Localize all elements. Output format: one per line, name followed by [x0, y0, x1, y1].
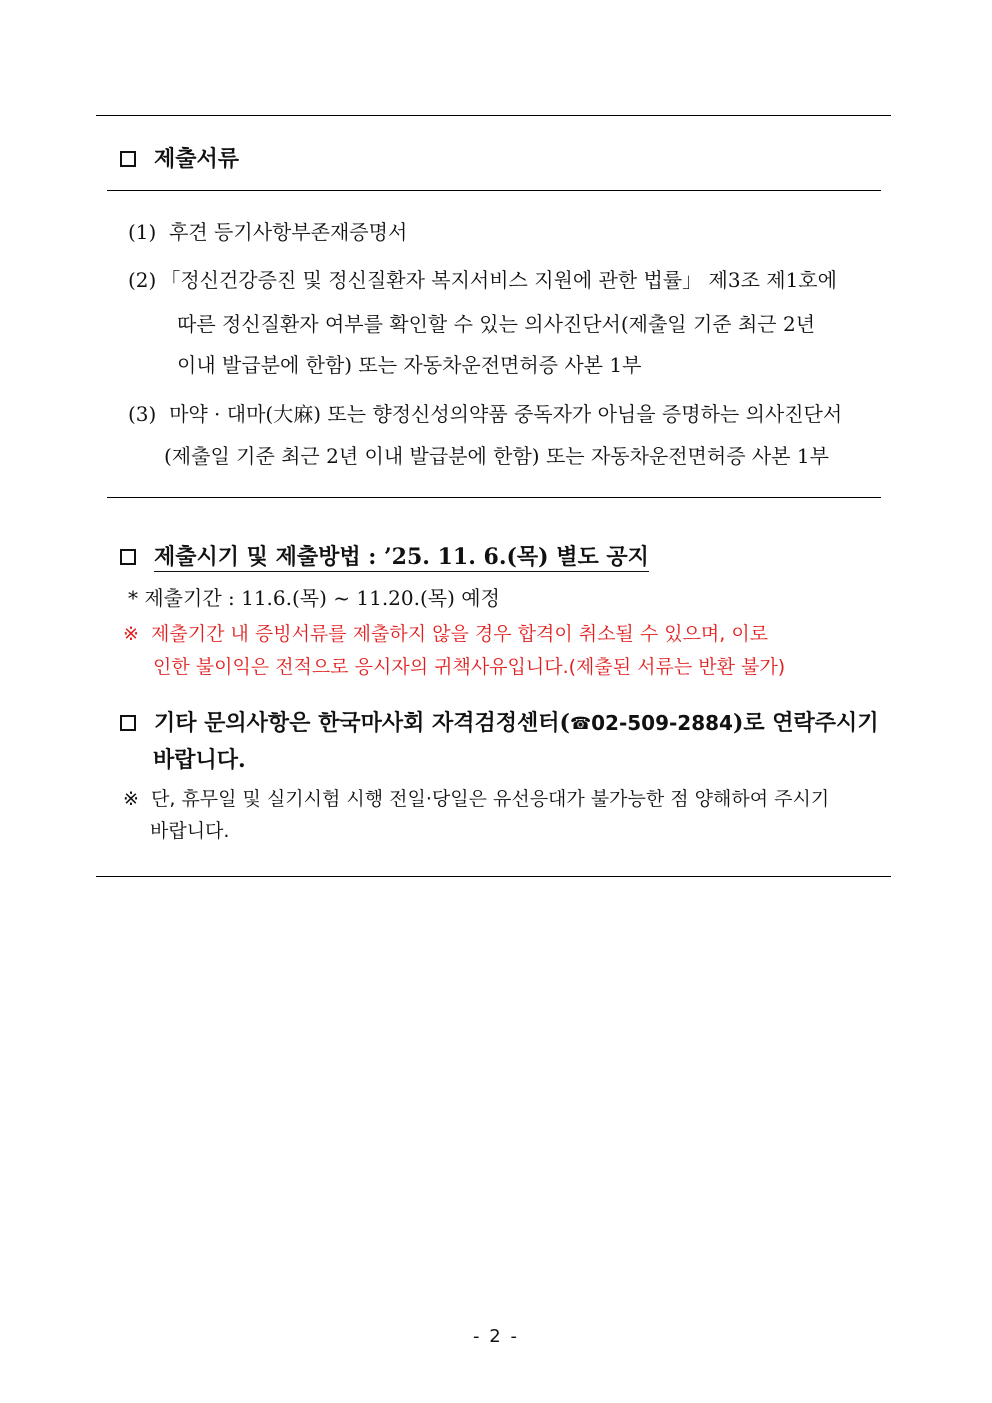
checkbox-square-icon	[120, 549, 136, 565]
list-item	[128, 222, 407, 242]
item-text: 후견 등기사항부존재증명서	[169, 220, 408, 244]
submission-period-note: * 제출기간 : 11.6.(목) ~ 11.20.(목) 예정	[128, 586, 500, 610]
section-heading-submission	[120, 546, 649, 568]
page-number: - 2 -	[473, 1326, 519, 1347]
inquiry-note-line: 바랍니다.	[150, 820, 230, 842]
warning-text-line: 인한 불이익은 전적으로 응시자의 귀책사유입니다.(제출된 서류는 반환 불가)	[153, 656, 786, 678]
item-number: (2)	[128, 268, 157, 292]
item-text-line: 「정신건강증진 및 정신질환자 복지서비스 지원에 관한 법률」 제3조 제1호에	[160, 268, 837, 292]
checkbox-square-icon	[120, 151, 136, 167]
top-divider	[96, 115, 891, 116]
bottom-divider	[96, 876, 891, 877]
section-heading-documents	[120, 148, 239, 170]
phone-number: 02-509-2884	[591, 711, 733, 735]
reference-mark: ※	[123, 788, 139, 810]
inquiry-note-line: 단, 휴무일 및 실기시험 시행 전일·당일은 유선응대가 불가능한 점 양해하여 주시기	[151, 788, 830, 810]
section-heading-documents-text: 제출서류	[154, 146, 240, 172]
checkbox-square-icon	[120, 715, 136, 731]
telephone-icon: ☎	[569, 714, 592, 734]
item-number: (1)	[128, 220, 157, 244]
item-text-line: 이내 발급분에 한함) 또는 자동차운전면허증 사본 1부	[177, 353, 642, 377]
section-divider	[107, 190, 881, 191]
list-item	[128, 404, 842, 424]
section-heading-inquiry-line2: 바랍니다.	[153, 747, 246, 773]
item-text-line: 마약 · 대마(大麻) 또는 향정신성의약품 중독자가 아님을 증명하는 의사진단서	[169, 402, 843, 426]
item-text-line: 따른 정신질환자 여부를 확인할 수 있는 의사진단서(제출일 기준 최근 2년	[177, 312, 816, 336]
reference-mark: ※	[123, 623, 139, 645]
inquiry-note	[123, 790, 829, 809]
section-heading-inquiry: 기타 문의사항은 한국마사회 자격검정센터(☎02-509-2884)로 연락주시기	[120, 712, 879, 734]
item-text-line: (제출일 기준 최근 2년 이내 발급분에 한함) 또는 자동차운전면허증 사본 1부	[164, 444, 829, 468]
item-number: (3)	[128, 402, 157, 426]
section-heading-submission-text: 제출시기 및 제출방법 : ’25. 11. 6.(목) 별도 공지	[154, 544, 649, 570]
warning-text-line: 제출기간 내 증빙서류를 제출하지 않을 경우 합격이 취소될 수 있으며, 이로	[151, 623, 769, 645]
list-item	[128, 270, 870, 290]
section-divider	[107, 497, 881, 498]
warning-note	[123, 625, 768, 644]
